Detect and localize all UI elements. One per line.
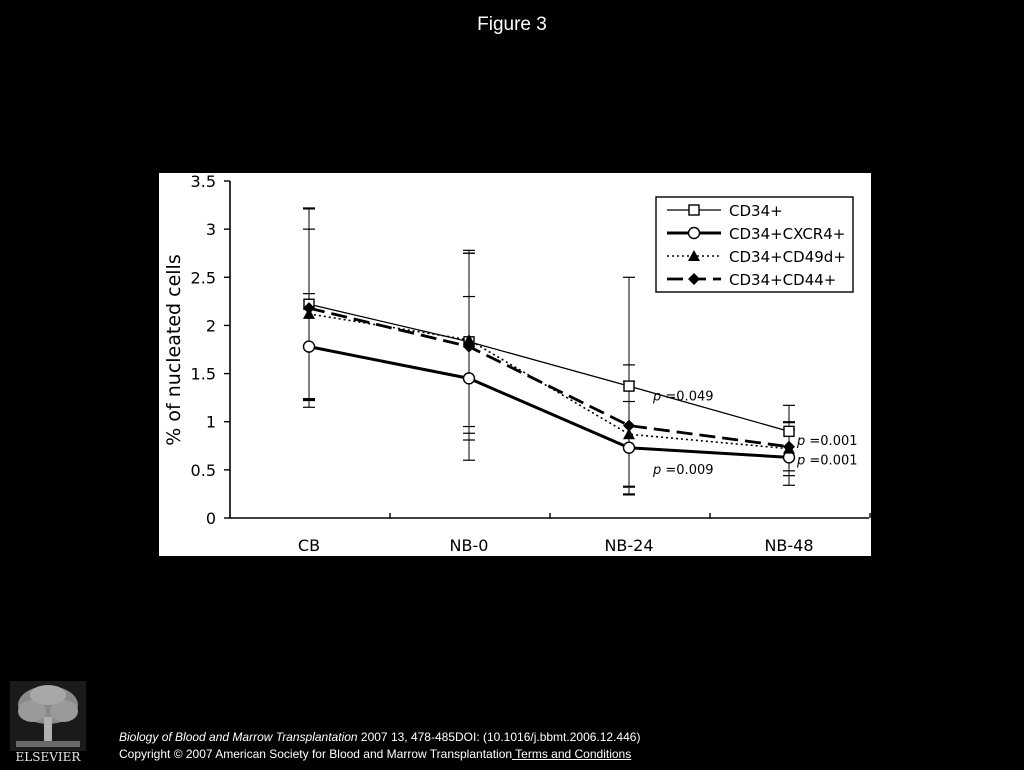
- journal-name: Biology of Blood and Marrow Transplantation: [119, 730, 358, 744]
- y-tick-label: 0.5: [190, 460, 216, 480]
- y-tick-label: 2: [205, 316, 216, 336]
- copyright-text: Copyright © 2007 American Society for Blood and Marrow Transplantation: [119, 747, 513, 761]
- y-tick-label: 3.5: [190, 173, 216, 191]
- figure-title: Figure 3: [477, 14, 547, 35]
- circle-marker: [689, 228, 700, 239]
- citation-details: 2007 13, 478-485DOI: (10.1016/j.bbmt.2006.12.446): [357, 730, 641, 744]
- circle-marker: [464, 373, 475, 384]
- x-tick-label: NB-24: [604, 536, 654, 555]
- y-tick-label: 3: [205, 220, 216, 240]
- legend-label: CD34+CXCR4+: [729, 225, 846, 243]
- logo-wordmark: ELSEVIER: [15, 750, 81, 764]
- p-value: =0.001: [805, 453, 858, 469]
- chart-panel: [159, 173, 871, 556]
- legend-label: CD34+CD49d+: [729, 248, 846, 266]
- p-value-annotation: [652, 390, 714, 405]
- citation-line: [119, 729, 640, 746]
- circle-marker: [304, 341, 315, 352]
- p-value: =0.001: [805, 434, 858, 450]
- y-axis-label: % of nucleated cells: [163, 254, 185, 446]
- y-tick-label: 0: [205, 509, 216, 528]
- square-marker: [689, 205, 699, 215]
- terms-link[interactable]: Terms and Conditions: [512, 747, 632, 761]
- y-tick-label: 1.5: [190, 364, 216, 384]
- line-chart: [159, 173, 871, 556]
- elsevier-logo: [10, 681, 86, 765]
- p-value: =0.009: [661, 462, 714, 478]
- p-value-annotation: [652, 463, 714, 478]
- p-symbol: p: [653, 389, 662, 405]
- square-marker: [784, 426, 794, 436]
- y-tick-label: 2.5: [190, 268, 216, 288]
- y-tick-label: 1: [205, 412, 216, 432]
- circle-marker: [624, 442, 635, 453]
- x-tick-label: NB-48: [764, 536, 814, 555]
- legend: [656, 197, 853, 292]
- p-symbol: p: [797, 453, 806, 469]
- elsevier-tree-icon: [10, 681, 86, 765]
- p-symbol: p: [797, 434, 806, 450]
- p-symbol: p: [653, 462, 662, 478]
- copyright-line: [119, 746, 640, 763]
- x-tick-label: CB: [297, 536, 321, 555]
- citation-footer: [119, 729, 640, 763]
- legend-label: CD34+CD44+: [729, 271, 837, 289]
- x-tick-label: NB-0: [449, 536, 489, 555]
- p-value-annotation: [796, 453, 858, 468]
- p-value: =0.049: [661, 389, 714, 405]
- square-marker: [624, 381, 634, 391]
- p-value-annotation: [796, 434, 858, 449]
- legend-label: CD34+: [729, 202, 783, 220]
